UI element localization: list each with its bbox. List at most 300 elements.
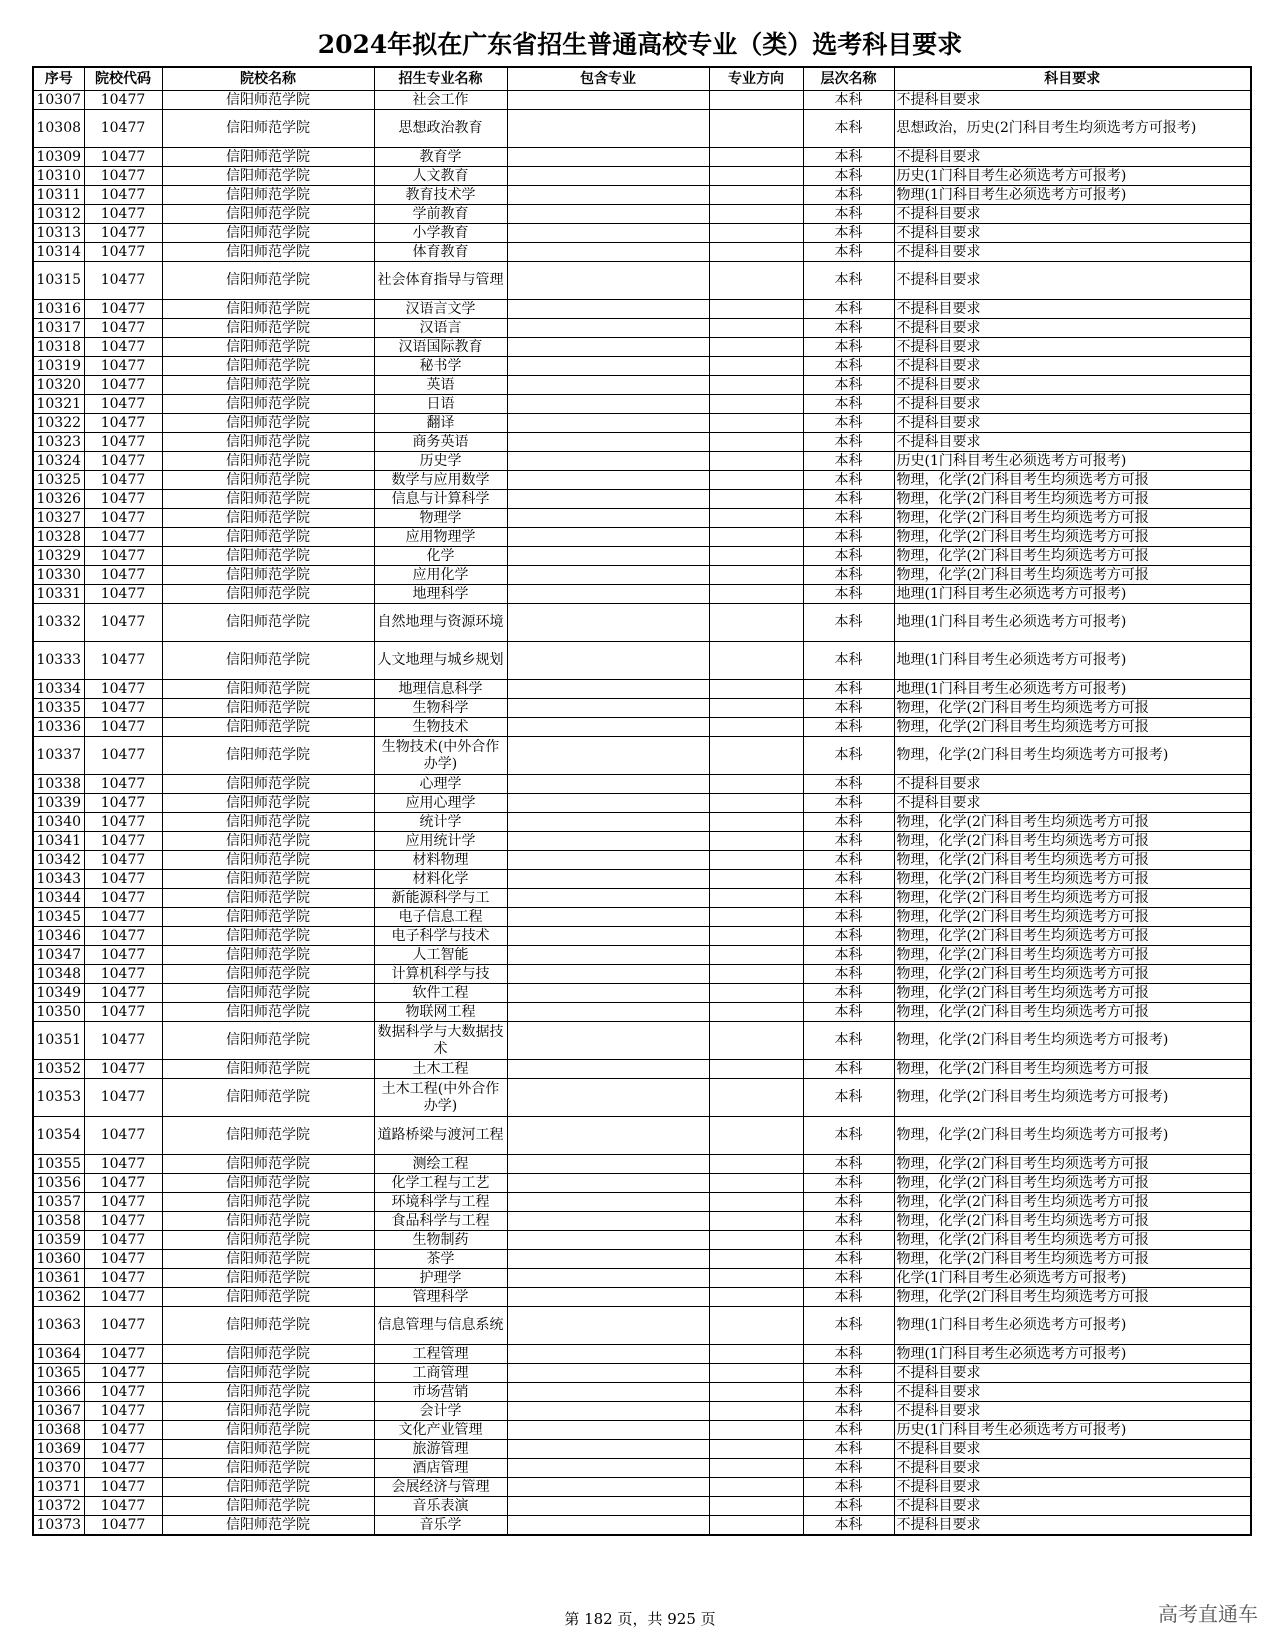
- cell-school-code: 10477: [84, 1497, 162, 1516]
- cell-level: 本科: [803, 1250, 894, 1269]
- cell-major-name: 会计学: [374, 1402, 507, 1421]
- table-row: [33, 205, 1251, 224]
- cell-major-direction: [709, 1022, 803, 1060]
- cell-included-majors: [507, 1383, 709, 1402]
- col-included-majors-header: 包含专业: [507, 67, 709, 91]
- cell-included-majors: [507, 1003, 709, 1022]
- cell-seq: 10338: [33, 775, 84, 794]
- table-row: [33, 395, 1251, 414]
- cell-level: 本科: [803, 1402, 894, 1421]
- cell-major-direction: [709, 357, 803, 376]
- cell-major-name: 教育学: [374, 148, 507, 167]
- cell-school-name: 信阳师范学院: [162, 452, 374, 471]
- cell-subject-req: 物理，化学(2门科目考生均须选考方可报: [894, 699, 1251, 718]
- cell-included-majors: [507, 1022, 709, 1060]
- cell-major-name: 材料化学: [374, 870, 507, 889]
- cell-level: 本科: [803, 1364, 894, 1383]
- cell-major-name: 应用统计学: [374, 832, 507, 851]
- cell-included-majors: [507, 1212, 709, 1231]
- cell-subject-req: 物理，化学(2门科目考生均须选考方可报: [894, 1193, 1251, 1212]
- col-subject-req-header: 科目要求: [894, 67, 1251, 91]
- cell-subject-req: 不提科目要求: [894, 1478, 1251, 1497]
- cell-school-name: 信阳师范学院: [162, 528, 374, 547]
- cell-school-code: 10477: [84, 1022, 162, 1060]
- cell-school-code: 10477: [84, 699, 162, 718]
- table-row: [33, 300, 1251, 319]
- cell-included-majors: [507, 680, 709, 699]
- cell-level: 本科: [803, 680, 894, 699]
- cell-included-majors: [507, 471, 709, 490]
- cell-school-code: 10477: [84, 927, 162, 946]
- table-row: [33, 851, 1251, 870]
- cell-school-name: 信阳师范学院: [162, 319, 374, 338]
- cell-included-majors: [507, 832, 709, 851]
- cell-school-name: 信阳师范学院: [162, 1288, 374, 1307]
- cell-seq: 10326: [33, 490, 84, 509]
- cell-major-name: 体育教育: [374, 243, 507, 262]
- cell-school-name: 信阳师范学院: [162, 680, 374, 699]
- cell-school-name: 信阳师范学院: [162, 414, 374, 433]
- cell-major-name: 新能源科学与工: [374, 889, 507, 908]
- table-row: [33, 965, 1251, 984]
- cell-major-direction: [709, 1402, 803, 1421]
- cell-level: 本科: [803, 490, 894, 509]
- cell-subject-req: 不提科目要求: [894, 300, 1251, 319]
- cell-school-name: 信阳师范学院: [162, 1402, 374, 1421]
- cell-school-name: 信阳师范学院: [162, 851, 374, 870]
- cell-major-direction: [709, 471, 803, 490]
- cell-school-code: 10477: [84, 91, 162, 110]
- cell-subject-req: 历史(1门科目考生必须选考方可报考): [894, 167, 1251, 186]
- cell-major-direction: [709, 1193, 803, 1212]
- table-row: [33, 262, 1251, 300]
- cell-major-name: 生物制药: [374, 1231, 507, 1250]
- cell-seq: 10365: [33, 1364, 84, 1383]
- cell-subject-req: 不提科目要求: [894, 262, 1251, 300]
- cell-major-name: 护理学: [374, 1269, 507, 1288]
- cell-major-direction: [709, 737, 803, 775]
- cell-major-name: 人文地理与城乡规划: [374, 642, 507, 680]
- cell-subject-req: 物理，化学(2门科目考生均须选考方可报: [894, 832, 1251, 851]
- cell-school-code: 10477: [84, 1250, 162, 1269]
- cell-included-majors: [507, 1269, 709, 1288]
- cell-level: 本科: [803, 946, 894, 965]
- cell-included-majors: [507, 1155, 709, 1174]
- cell-major-name: 市场营销: [374, 1383, 507, 1402]
- cell-included-majors: [507, 1060, 709, 1079]
- cell-school-code: 10477: [84, 794, 162, 813]
- cell-subject-req: 不提科目要求: [894, 414, 1251, 433]
- cell-subject-req: 物理，化学(2门科目考生均须选考方可报: [894, 1003, 1251, 1022]
- table-row: [33, 1117, 1251, 1155]
- cell-subject-req: 物理，化学(2门科目考生均须选考方可报考): [894, 1079, 1251, 1117]
- table-row: [33, 414, 1251, 433]
- cell-level: 本科: [803, 1478, 894, 1497]
- cell-seq: 10313: [33, 224, 84, 243]
- cell-subject-req: 物理，化学(2门科目考生均须选考方可报: [894, 1212, 1251, 1231]
- cell-level: 本科: [803, 585, 894, 604]
- cell-subject-req: 物理，化学(2门科目考生均须选考方可报: [894, 965, 1251, 984]
- cell-subject-req: 物理，化学(2门科目考生均须选考方可报: [894, 1174, 1251, 1193]
- cell-school-code: 10477: [84, 1345, 162, 1364]
- cell-school-code: 10477: [84, 642, 162, 680]
- cell-seq: 10337: [33, 737, 84, 775]
- cell-level: 本科: [803, 832, 894, 851]
- cell-school-code: 10477: [84, 1117, 162, 1155]
- cell-seq: 10328: [33, 528, 84, 547]
- table-row: [33, 604, 1251, 642]
- table-row: [33, 813, 1251, 832]
- cell-major-direction: [709, 1174, 803, 1193]
- cell-included-majors: [507, 566, 709, 585]
- table-row: [33, 1497, 1251, 1516]
- cell-school-code: 10477: [84, 1459, 162, 1478]
- cell-subject-req: 物理，化学(2门科目考生均须选考方可报: [894, 1231, 1251, 1250]
- cell-included-majors: [507, 1421, 709, 1440]
- cell-major-direction: [709, 794, 803, 813]
- cell-major-name: 汉语国际教育: [374, 338, 507, 357]
- cell-school-code: 10477: [84, 528, 162, 547]
- table-row: [33, 528, 1251, 547]
- cell-included-majors: [507, 357, 709, 376]
- cell-level: 本科: [803, 1022, 894, 1060]
- cell-major-direction: [709, 1117, 803, 1155]
- cell-school-name: 信阳师范学院: [162, 300, 374, 319]
- cell-included-majors: [507, 699, 709, 718]
- table-row: [33, 357, 1251, 376]
- cell-major-direction: [709, 889, 803, 908]
- cell-school-name: 信阳师范学院: [162, 1022, 374, 1060]
- table-row: [33, 1459, 1251, 1478]
- cell-school-code: 10477: [84, 1402, 162, 1421]
- table-row: [33, 224, 1251, 243]
- table-row: [33, 1516, 1251, 1536]
- cell-school-code: 10477: [84, 1269, 162, 1288]
- cell-school-code: 10477: [84, 1212, 162, 1231]
- cell-major-direction: [709, 775, 803, 794]
- cell-school-code: 10477: [84, 110, 162, 148]
- cell-level: 本科: [803, 1174, 894, 1193]
- table-row: [33, 680, 1251, 699]
- cell-school-name: 信阳师范学院: [162, 243, 374, 262]
- cell-subject-req: 不提科目要求: [894, 91, 1251, 110]
- cell-seq: 10348: [33, 965, 84, 984]
- cell-level: 本科: [803, 376, 894, 395]
- cell-school-name: 信阳师范学院: [162, 471, 374, 490]
- cell-major-direction: [709, 1440, 803, 1459]
- cell-included-majors: [507, 642, 709, 680]
- cell-seq: 10319: [33, 357, 84, 376]
- cell-school-code: 10477: [84, 414, 162, 433]
- cell-school-name: 信阳师范学院: [162, 148, 374, 167]
- cell-major-name: 应用心理学: [374, 794, 507, 813]
- table-row: [33, 547, 1251, 566]
- cell-school-name: 信阳师范学院: [162, 1060, 374, 1079]
- cell-school-name: 信阳师范学院: [162, 262, 374, 300]
- cell-level: 本科: [803, 1155, 894, 1174]
- cell-included-majors: [507, 243, 709, 262]
- cell-subject-req: 物理，化学(2门科目考生均须选考方可报: [894, 946, 1251, 965]
- cell-seq: 10332: [33, 604, 84, 642]
- cell-school-name: 信阳师范学院: [162, 946, 374, 965]
- cell-level: 本科: [803, 566, 894, 585]
- cell-major-name: 环境科学与工程: [374, 1193, 507, 1212]
- col-major-name-header: 招生专业名称: [374, 67, 507, 91]
- cell-level: 本科: [803, 243, 894, 262]
- cell-major-name: 社会体育指导与管理: [374, 262, 507, 300]
- cell-major-direction: [709, 832, 803, 851]
- table-row: [33, 186, 1251, 205]
- cell-major-name: 旅游管理: [374, 1440, 507, 1459]
- cell-level: 本科: [803, 167, 894, 186]
- cell-included-majors: [507, 1250, 709, 1269]
- cell-subject-req: 不提科目要求: [894, 1383, 1251, 1402]
- cell-major-direction: [709, 148, 803, 167]
- cell-school-code: 10477: [84, 243, 162, 262]
- cell-level: 本科: [803, 186, 894, 205]
- table-row: [33, 889, 1251, 908]
- cell-seq: 10317: [33, 319, 84, 338]
- cell-seq: 10307: [33, 91, 84, 110]
- table-row: [33, 1288, 1251, 1307]
- cell-level: 本科: [803, 851, 894, 870]
- cell-seq: 10352: [33, 1060, 84, 1079]
- cell-subject-req: 物理，化学(2门科目考生均须选考方可报: [894, 1060, 1251, 1079]
- cell-major-direction: [709, 984, 803, 1003]
- cell-included-majors: [507, 509, 709, 528]
- cell-school-name: 信阳师范学院: [162, 1364, 374, 1383]
- cell-subject-req: 物理，化学(2门科目考生均须选考方可报: [894, 1288, 1251, 1307]
- cell-seq: 10340: [33, 813, 84, 832]
- cell-major-direction: [709, 1459, 803, 1478]
- cell-school-name: 信阳师范学院: [162, 224, 374, 243]
- cell-seq: 10339: [33, 794, 84, 813]
- cell-major-direction: [709, 1421, 803, 1440]
- table-row: [33, 1212, 1251, 1231]
- cell-major-name: 自然地理与资源环境: [374, 604, 507, 642]
- cell-school-code: 10477: [84, 889, 162, 908]
- cell-seq: 10318: [33, 338, 84, 357]
- cell-seq: 10359: [33, 1231, 84, 1250]
- cell-school-name: 信阳师范学院: [162, 110, 374, 148]
- cell-seq: 10372: [33, 1497, 84, 1516]
- cell-major-name: 生物科学: [374, 699, 507, 718]
- cell-major-name: 秘书学: [374, 357, 507, 376]
- table-row: [33, 1174, 1251, 1193]
- cell-major-name: 音乐学: [374, 1516, 507, 1536]
- cell-school-name: 信阳师范学院: [162, 889, 374, 908]
- cell-school-code: 10477: [84, 718, 162, 737]
- cell-included-majors: [507, 528, 709, 547]
- cell-major-direction: [709, 1079, 803, 1117]
- col-seq-header: 序号: [33, 67, 84, 91]
- cell-included-majors: [507, 1307, 709, 1345]
- cell-included-majors: [507, 775, 709, 794]
- table-row: [33, 338, 1251, 357]
- cell-seq: 10354: [33, 1117, 84, 1155]
- cell-major-name: 电子信息工程: [374, 908, 507, 927]
- cell-subject-req: 历史(1门科目考生必须选考方可报考): [894, 1421, 1251, 1440]
- cell-school-name: 信阳师范学院: [162, 1440, 374, 1459]
- cell-school-name: 信阳师范学院: [162, 205, 374, 224]
- cell-seq: 10335: [33, 699, 84, 718]
- cell-school-code: 10477: [84, 870, 162, 889]
- cell-subject-req: 不提科目要求: [894, 433, 1251, 452]
- cell-subject-req: 物理，化学(2门科目考生均须选考方可报: [894, 547, 1251, 566]
- cell-school-name: 信阳师范学院: [162, 984, 374, 1003]
- cell-school-name: 信阳师范学院: [162, 1117, 374, 1155]
- cell-included-majors: [507, 794, 709, 813]
- cell-subject-req: 不提科目要求: [894, 1364, 1251, 1383]
- cell-major-name: 学前教育: [374, 205, 507, 224]
- cell-included-majors: [507, 110, 709, 148]
- cell-included-majors: [507, 965, 709, 984]
- cell-included-majors: [507, 1364, 709, 1383]
- cell-subject-req: 不提科目要求: [894, 794, 1251, 813]
- cell-major-direction: [709, 1155, 803, 1174]
- cell-school-code: 10477: [84, 1307, 162, 1345]
- cell-school-code: 10477: [84, 585, 162, 604]
- cell-major-direction: [709, 1212, 803, 1231]
- cell-seq: 10327: [33, 509, 84, 528]
- cell-seq: 10362: [33, 1288, 84, 1307]
- table-body: [33, 91, 1251, 1536]
- cell-major-direction: [709, 91, 803, 110]
- cell-school-name: 信阳师范学院: [162, 186, 374, 205]
- cell-seq: 10350: [33, 1003, 84, 1022]
- cell-level: 本科: [803, 1497, 894, 1516]
- cell-major-direction: [709, 186, 803, 205]
- table-row: [33, 566, 1251, 585]
- cell-subject-req: 不提科目要求: [894, 148, 1251, 167]
- cell-included-majors: [507, 1079, 709, 1117]
- cell-major-name: 会展经济与管理: [374, 1478, 507, 1497]
- cell-subject-req: 物理，化学(2门科目考生均须选考方可报: [894, 908, 1251, 927]
- cell-school-name: 信阳师范学院: [162, 167, 374, 186]
- table-row: [33, 1478, 1251, 1497]
- cell-seq: 10345: [33, 908, 84, 927]
- cell-seq: 10323: [33, 433, 84, 452]
- cell-school-name: 信阳师范学院: [162, 1231, 374, 1250]
- cell-seq: 10310: [33, 167, 84, 186]
- cell-school-name: 信阳师范学院: [162, 718, 374, 737]
- cell-seq: 10330: [33, 566, 84, 585]
- cell-school-code: 10477: [84, 376, 162, 395]
- cell-school-name: 信阳师范学院: [162, 395, 374, 414]
- cell-school-name: 信阳师范学院: [162, 604, 374, 642]
- cell-level: 本科: [803, 1117, 894, 1155]
- cell-included-majors: [507, 1478, 709, 1497]
- cell-level: 本科: [803, 927, 894, 946]
- cell-major-name: 人文教育: [374, 167, 507, 186]
- cell-major-name: 工程管理: [374, 1345, 507, 1364]
- table-row: [33, 870, 1251, 889]
- cell-seq: 10346: [33, 927, 84, 946]
- cell-level: 本科: [803, 357, 894, 376]
- cell-subject-req: 物理，化学(2门科目考生均须选考方可报考): [894, 1117, 1251, 1155]
- cell-major-name: 地理科学: [374, 585, 507, 604]
- subject-requirements-table: [32, 66, 1252, 1536]
- cell-school-name: 信阳师范学院: [162, 737, 374, 775]
- cell-level: 本科: [803, 91, 894, 110]
- cell-major-direction: [709, 205, 803, 224]
- cell-subject-req: 物理，化学(2门科目考生均须选考方可报: [894, 851, 1251, 870]
- cell-seq: 10371: [33, 1478, 84, 1497]
- cell-major-name: 英语: [374, 376, 507, 395]
- cell-school-code: 10477: [84, 566, 162, 585]
- cell-seq: 10353: [33, 1079, 84, 1117]
- cell-major-name: 翻译: [374, 414, 507, 433]
- cell-included-majors: [507, 1402, 709, 1421]
- cell-level: 本科: [803, 1421, 894, 1440]
- cell-seq: 10360: [33, 1250, 84, 1269]
- cell-major-name: 软件工程: [374, 984, 507, 1003]
- cell-school-code: 10477: [84, 1364, 162, 1383]
- cell-seq: 10309: [33, 148, 84, 167]
- cell-seq: 10344: [33, 889, 84, 908]
- table-row: [33, 737, 1251, 775]
- cell-major-direction: [709, 946, 803, 965]
- cell-level: 本科: [803, 148, 894, 167]
- cell-seq: 10373: [33, 1516, 84, 1536]
- cell-level: 本科: [803, 889, 894, 908]
- cell-included-majors: [507, 737, 709, 775]
- cell-major-name: 心理学: [374, 775, 507, 794]
- cell-subject-req: 物理，化学(2门科目考生均须选考方可报: [894, 509, 1251, 528]
- table-row: [33, 1307, 1251, 1345]
- table-row: [33, 1079, 1251, 1117]
- cell-major-name: 道路桥梁与渡河工程: [374, 1117, 507, 1155]
- cell-major-direction: [709, 585, 803, 604]
- cell-school-name: 信阳师范学院: [162, 1345, 374, 1364]
- cell-school-name: 信阳师范学院: [162, 870, 374, 889]
- table-row: [33, 509, 1251, 528]
- cell-level: 本科: [803, 775, 894, 794]
- cell-level: 本科: [803, 1345, 894, 1364]
- cell-included-majors: [507, 224, 709, 243]
- cell-school-code: 10477: [84, 490, 162, 509]
- table-row: [33, 1364, 1251, 1383]
- cell-major-name: 土木工程(中外合作办学): [374, 1079, 507, 1117]
- cell-subject-req: 不提科目要求: [894, 1402, 1251, 1421]
- cell-school-name: 信阳师范学院: [162, 585, 374, 604]
- cell-school-name: 信阳师范学院: [162, 509, 374, 528]
- cell-subject-req: 地理(1门科目考生必须选考方可报考): [894, 680, 1251, 699]
- cell-included-majors: [507, 395, 709, 414]
- cell-included-majors: [507, 585, 709, 604]
- cell-major-direction: [709, 509, 803, 528]
- cell-subject-req: 物理，化学(2门科目考生均须选考方可报: [894, 471, 1251, 490]
- table-row: [33, 1402, 1251, 1421]
- cell-seq: 10363: [33, 1307, 84, 1345]
- cell-level: 本科: [803, 699, 894, 718]
- cell-subject-req: 不提科目要求: [894, 205, 1251, 224]
- cell-subject-req: 物理，化学(2门科目考生均须选考方可报: [894, 1250, 1251, 1269]
- cell-subject-req: 地理(1门科目考生必须选考方可报考): [894, 642, 1251, 680]
- cell-major-name: 计算机科学与技: [374, 965, 507, 984]
- table-row: [33, 1440, 1251, 1459]
- cell-major-name: 历史学: [374, 452, 507, 471]
- cell-seq: 10315: [33, 262, 84, 300]
- cell-included-majors: [507, 1117, 709, 1155]
- table-row: [33, 1193, 1251, 1212]
- table-row: [33, 718, 1251, 737]
- cell-school-code: 10477: [84, 604, 162, 642]
- table-row: [33, 1269, 1251, 1288]
- col-school-code-header: 院校代码: [84, 67, 162, 91]
- cell-school-name: 信阳师范学院: [162, 908, 374, 927]
- cell-included-majors: [507, 718, 709, 737]
